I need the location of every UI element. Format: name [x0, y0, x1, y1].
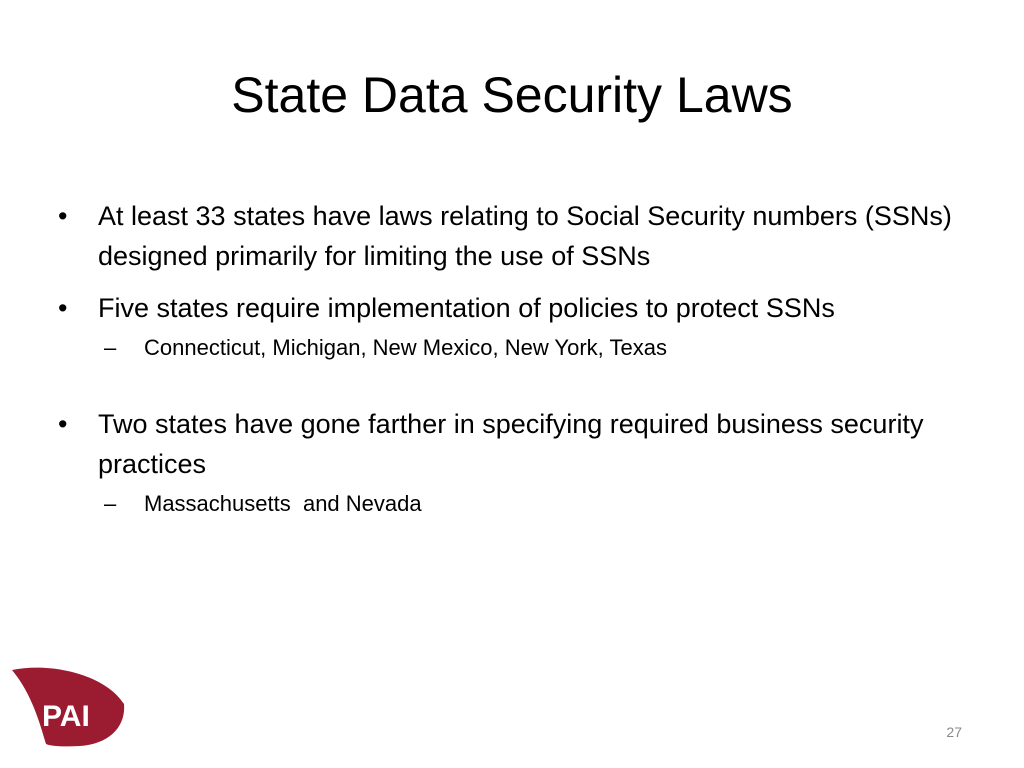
bullet-text: At least 33 states have laws relating to Social Security numbers (SSNs) designed primarily for limiting the use of SSNs [98, 201, 952, 271]
bullet-marker: • [58, 201, 68, 231]
pai-logo-shape [10, 664, 128, 748]
sub-bullet-list [98, 330, 978, 366]
bullet-item [58, 288, 978, 366]
sub-bullet-marker: – [104, 335, 117, 360]
sub-bullet-item [98, 330, 978, 366]
sub-bullet-item [98, 486, 978, 522]
bullet-item [58, 196, 978, 276]
sub-bullet-list [98, 486, 978, 522]
bullet-list [58, 196, 978, 522]
bullet-text: Two states have gone farther in specifying required business security practices [98, 409, 924, 479]
page-number: 27 [946, 724, 962, 740]
pai-logo [10, 664, 128, 748]
bullet-text: Five states require implementation of policies to protect SSNs [98, 293, 835, 323]
bullet-marker: • [58, 409, 68, 439]
sub-bullet-text: Massachusetts and Nevada [144, 491, 422, 516]
slide-title: State Data Security Laws [231, 67, 793, 123]
sub-bullet-marker: – [104, 491, 117, 516]
bullet-item [58, 404, 978, 522]
logo-text: PAI [42, 700, 90, 733]
sub-bullet-text: Connecticut, Michigan, New Mexico, New York, Texas [144, 335, 667, 360]
bullet-marker: • [58, 293, 68, 323]
